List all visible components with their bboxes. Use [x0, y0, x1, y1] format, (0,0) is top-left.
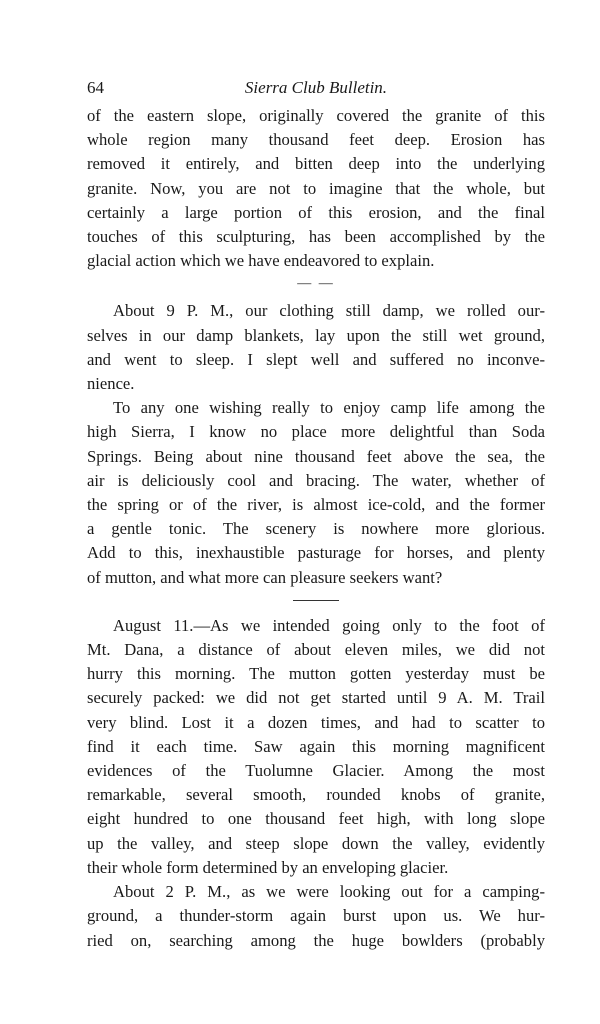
text-line: To any one wishing really to enjoy camp life among the: [113, 398, 545, 418]
paragraph-9pm: [87, 299, 545, 396]
text-line: up the valley, and steep slope down the valley, evidently: [87, 833, 545, 853]
text-line: their whole form determined by an enveloping glacier.: [87, 857, 449, 877]
text-line: of mutton, and what more can pleasure seekers want?: [87, 567, 443, 587]
text-line: About 9 P. M., our clothing still damp, we rolled our-: [113, 301, 545, 321]
text-line: remarkable, several smooth, rounded knobs of granite,: [87, 785, 545, 805]
text-line: air is deliciously cool and bracing. The water, whether of: [87, 470, 545, 490]
text-line: granite. Now, you are not to imagine that the whole, but: [87, 178, 545, 198]
text-line: eight hundred to one thousand feet high, with long slope: [87, 809, 545, 829]
text-line: About 2 P. M., as we were looking out for a camping-: [113, 882, 545, 902]
section-separator-rule: [87, 590, 545, 610]
text-line: touches of this sculpturing, has been accomplished by the: [87, 227, 545, 247]
paragraph-soda-springs: [87, 396, 545, 590]
text-line: nience.: [87, 374, 135, 394]
paragraph-erosion: [87, 104, 545, 273]
text-line: hurry this morning. The mutton gotten yesterday must be: [87, 664, 545, 684]
book-page: [87, 70, 545, 953]
section-separator-dashes: — —: [297, 276, 335, 292]
page-number: 64: [87, 78, 104, 97]
text-line: ried on, searching among the huge bowlders (probably: [87, 930, 545, 950]
paragraph-2pm: [87, 880, 545, 953]
text-line: find it each time. Saw again this morning magnificent: [87, 736, 545, 756]
text-line: Add to this, inexhaustible pasturage for horses, and plenty: [87, 543, 545, 563]
text-line: Mt. Dana, a distance of about eleven miles, we did not: [87, 640, 545, 660]
text-line: evidences of the Tuolumne Glacier. Among the most: [87, 761, 545, 781]
paragraph-august-11: [87, 614, 545, 880]
text-line: high Sierra, I know no place more delightful than Soda: [87, 422, 545, 442]
text-line: August 11.—As we intended going only to the foot of: [113, 615, 545, 635]
text-line: very blind. Lost it a dozen times, and had to scatter to: [87, 712, 545, 732]
text-line: ground, a thunder-storm again burst upon us. We hur-: [87, 906, 545, 926]
text-line: selves in our damp blankets, lay upon the still wet ground,: [87, 325, 545, 345]
text-line: securely packed: we did not get started until 9 A. M. Trail: [87, 688, 545, 708]
running-title: Sierra Club Bulletin.: [244, 78, 388, 97]
separator-rule: [293, 600, 339, 601]
text-line: and went to sleep. I slept well and suffered no inconve-: [87, 349, 545, 369]
page-header: [87, 70, 545, 104]
text-line: certainly a large portion of this erosion, and the final: [87, 202, 545, 222]
text-line: removed it entirely, and bitten deep into the underlying: [87, 154, 545, 174]
text-line: glacial action which we have endeavored to explain.: [87, 251, 435, 271]
text-line: of the eastern slope, originally covered the granite of this: [87, 106, 545, 125]
text-line: a gentle tonic. The scenery is nowhere more glorious.: [87, 519, 545, 539]
text-line: whole region many thousand feet deep. Erosion has: [87, 130, 545, 150]
text-line: the spring or of the river, is almost ice-cold, and the former: [87, 495, 545, 515]
text-line: Springs. Being about nine thousand feet above the sea, the: [87, 446, 545, 466]
